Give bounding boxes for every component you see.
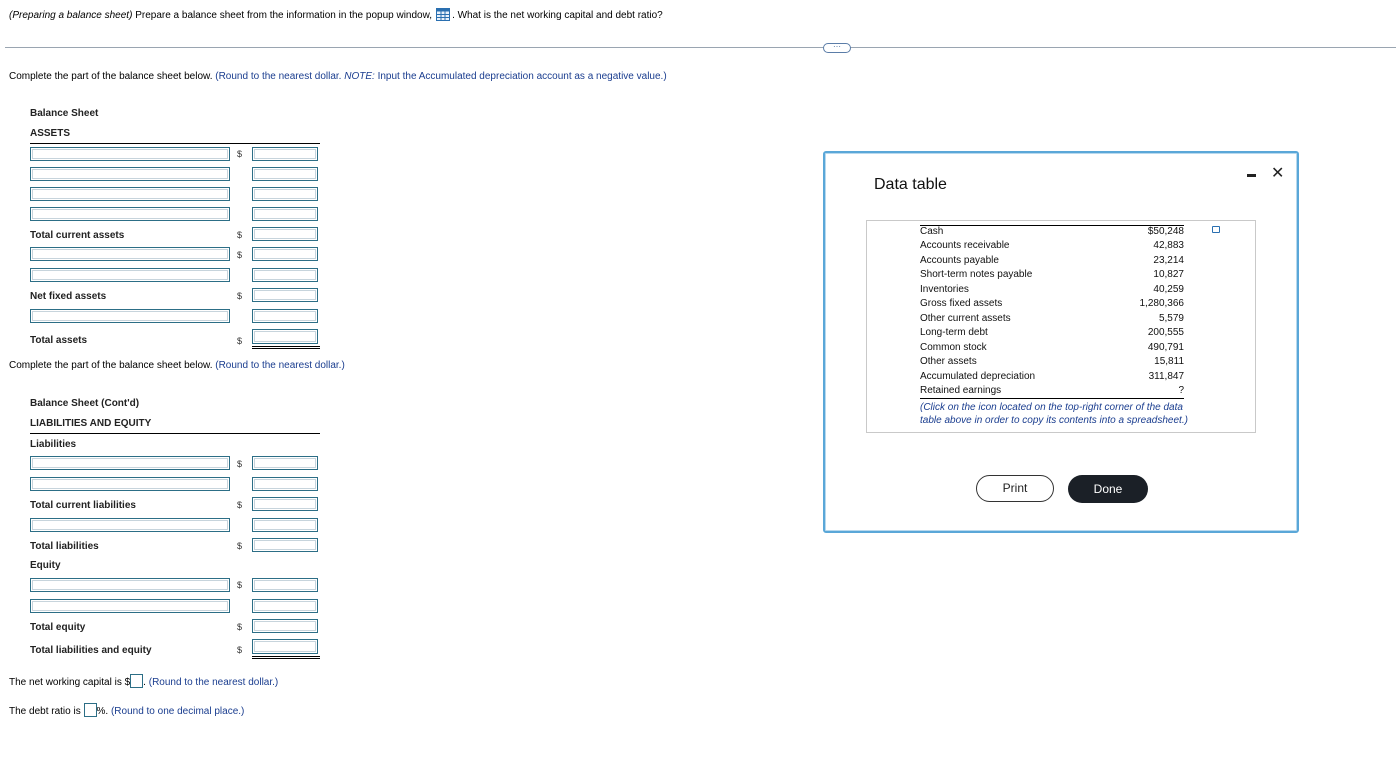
total-current-assets-label: Total current assets [30,230,125,241]
total-assets-label: Total assets [30,335,88,346]
dollar-sign: $ [237,541,243,551]
copy-to-spreadsheet-icon[interactable] [1212,226,1220,233]
fixed-asset-label-input-1[interactable] [30,247,230,261]
dollar-sign: $ [237,291,243,301]
dollar-sign: $ [237,580,243,590]
row-name: Retained earnings [920,385,1002,396]
row-name: Short-term notes payable [920,269,1033,280]
expand-dots-button[interactable]: ⋯ [823,43,851,53]
liabilities-header-rule [30,433,320,434]
print-button[interactable]: Print [976,475,1054,502]
done-button[interactable]: Done [1068,475,1148,503]
net-fixed-assets-input[interactable] [252,288,318,302]
row-value: 311,847 [1148,371,1184,382]
row-name: Gross fixed assets [920,298,1003,309]
row-value: 200,555 [1147,327,1184,338]
dollar-sign: $ [237,459,243,469]
nwc-prefix: The net working capital is $ [9,677,131,688]
equity-value-input-2[interactable] [252,599,318,613]
total-current-liabilities-input[interactable] [252,497,318,511]
debt-ratio-question [9,703,244,717]
row-value: 15,811 [1154,356,1184,367]
other-asset-label-input[interactable] [30,309,230,323]
total-liabilities-input[interactable] [252,538,318,552]
asset-value-input-4[interactable] [252,207,318,221]
asset-label-input-3[interactable] [30,187,230,201]
minimize-icon[interactable] [1247,174,1256,177]
row-value: ? [1178,385,1184,396]
total-liabilities-equity-label: Total liabilities and equity [30,645,152,656]
total-assets-input[interactable] [252,329,318,344]
row-value: 1,280,366 [1139,298,1184,309]
double-underline [252,346,320,347]
data-table-icon[interactable] [436,8,450,21]
liability-value-input-2[interactable] [252,477,318,491]
row-name: Other assets [920,356,977,367]
assets-header: ASSETS [30,128,71,139]
total-equity-input[interactable] [252,619,318,633]
total-liabilities-equity-input[interactable] [252,639,318,654]
assets-header-rule [30,143,320,144]
dollar-sign: $ [237,336,243,346]
other-asset-value-input[interactable] [252,309,318,323]
close-icon[interactable]: ✕ [1271,165,1285,182]
row-value: 23,214 [1153,255,1184,266]
instruction-text: Complete the part of the balance sheet below. [9,360,213,371]
row-name: Long-term debt [920,327,988,338]
row-name: Cash [920,226,944,237]
table-row [920,327,1184,341]
table-copy-note [920,401,1188,427]
debt-ratio-input[interactable] [84,703,97,717]
double-underline [252,348,320,349]
row-value: $50,248 [1147,226,1184,237]
table-row [920,269,1184,283]
asset-label-input-1[interactable] [30,147,230,161]
total-current-assets-input[interactable] [252,227,318,241]
instruction-hint: (Round to the nearest dollar.) [215,360,345,371]
dollar-sign: $ [237,149,243,159]
equity-label-input-1[interactable] [30,578,230,592]
net-fixed-assets-label: Net fixed assets [30,291,107,302]
dollar-sign: $ [237,230,243,240]
table-row [920,385,1184,399]
double-underline [252,656,320,657]
question-text [9,8,663,21]
row-value: 5,579 [1158,313,1184,324]
liability-value-input-1[interactable] [252,456,318,470]
nwc-suffix: . [143,677,146,688]
total-liabilities-label: Total liabilities [30,541,99,552]
instruction-hint: (Round to the nearest dollar. [215,71,342,82]
instruction-assets [9,71,667,82]
divider [5,47,1396,48]
row-name: Accounts payable [920,255,999,266]
question-topic: (Preparing a balance sheet) [9,10,133,21]
total-current-liabilities-label: Total current liabilities [30,500,136,511]
dollar-sign: $ [237,622,243,632]
equity-value-input-1[interactable] [252,578,318,592]
table-row [920,342,1184,356]
row-value: 490,791 [1147,342,1184,353]
liability-label-input-1[interactable] [30,456,230,470]
instruction-liabilities [9,360,345,371]
note-line: (Click on the icon located on the top-right corner of the data [920,402,1183,413]
row-name: Inventories [920,284,969,295]
dollar-sign: $ [237,645,243,655]
balance-sheet-title: Balance Sheet [30,108,99,119]
table-row [920,313,1184,327]
liability-label-input-2[interactable] [30,477,230,491]
asset-value-input-2[interactable] [252,167,318,181]
table-row [920,226,1184,240]
row-name: Accumulated depreciation [920,371,1036,382]
asset-label-input-2[interactable] [30,167,230,181]
fixed-asset-value-input-1[interactable] [252,247,318,261]
row-name: Accounts receivable [920,240,1010,251]
table-row [920,240,1184,254]
debt-prefix: The debt ratio is [9,706,81,717]
equity-subheader: Equity [30,560,61,571]
table-row [920,371,1184,385]
table-row [920,284,1184,298]
popup-title: Data table [874,176,947,193]
question-ask: . What is the net working capital and debt ratio? [452,10,663,21]
debt-suffix: %. [96,706,109,717]
instruction-note: Input the Accumulated depreciation account as a negative value.) [377,71,667,82]
liabilities-equity-header: LIABILITIES AND EQUITY [30,418,152,429]
long-term-liability-value-input[interactable] [252,518,318,532]
dollar-sign: $ [237,250,243,260]
fixed-asset-label-input-2[interactable] [30,268,230,282]
balance-sheet-contd-title: Balance Sheet (Cont'd) [30,398,140,409]
row-name: Other current assets [920,313,1011,324]
debt-hint: (Round to one decimal place.) [110,706,245,717]
row-value: 40,259 [1153,284,1184,295]
table-row [920,356,1184,370]
total-equity-label: Total equity [30,622,86,633]
table-row [920,255,1184,269]
note-line: table above in order to copy its contents into a spreadsheet.) [920,415,1188,426]
row-value: 10,827 [1153,269,1184,280]
instruction-note-label: NOTE: [344,71,375,82]
question-body: Prepare a balance sheet from the information in the popup window, [132,10,433,21]
net-working-capital-input[interactable] [130,674,143,688]
table-row [920,298,1184,312]
asset-label-input-4[interactable] [30,207,230,221]
long-term-liability-label-input[interactable] [30,518,230,532]
nwc-hint: (Round to the nearest dollar.) [148,677,279,688]
dollar-sign: $ [237,500,243,510]
row-name: Common stock [920,342,987,353]
double-underline [252,658,320,659]
liabilities-subheader: Liabilities [30,439,77,450]
fixed-asset-value-input-2[interactable] [252,268,318,282]
equity-label-input-2[interactable] [30,599,230,613]
table-bottom-rule [920,398,1184,399]
asset-value-input-1[interactable] [252,147,318,161]
net-working-capital-question [9,674,278,688]
instruction-text: Complete the part of the balance sheet below. [9,71,213,82]
row-value: 42,883 [1153,240,1184,251]
asset-value-input-3[interactable] [252,187,318,201]
